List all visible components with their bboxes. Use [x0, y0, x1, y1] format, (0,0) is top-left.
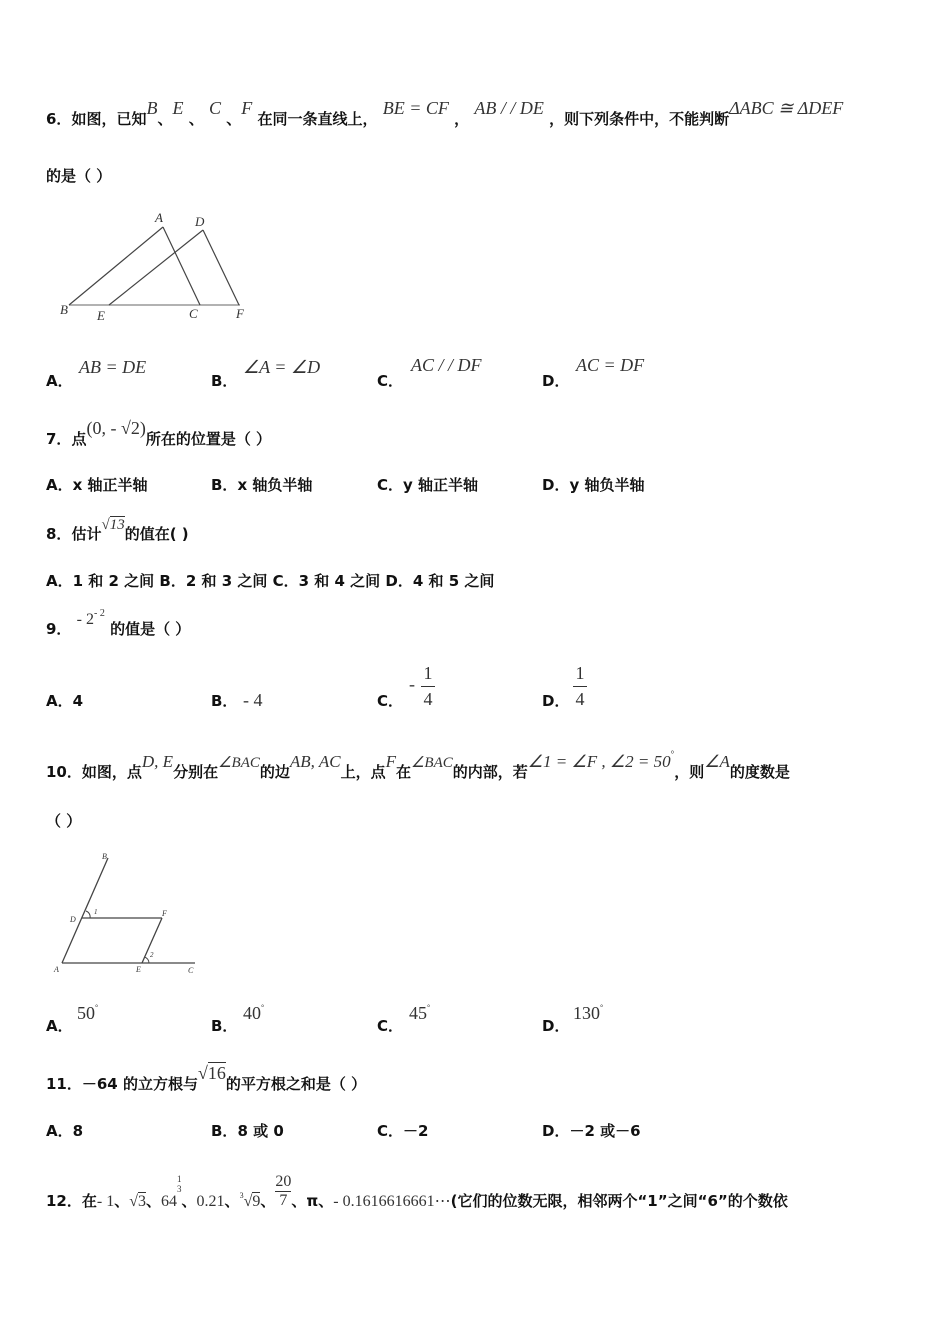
q6-option-c-label[interactable]: C． — [377, 372, 404, 390]
question-11 — [46, 1063, 367, 1094]
question-number: 11． — [46, 1075, 82, 1093]
separator: 、 — [157, 110, 173, 128]
q7-text-1: 点 — [71, 430, 87, 448]
label-f: F — [236, 306, 244, 321]
label-e: E — [97, 308, 105, 323]
pi: π — [306, 1192, 319, 1210]
q6-option-c-value: AC / / DF — [411, 355, 482, 375]
q9-option-c-sign: - — [409, 674, 415, 694]
point-e: E — [172, 98, 184, 118]
repeating-decimal: 0.21 — [196, 1193, 225, 1210]
point-c: C — [208, 98, 221, 118]
q9-option-d-fraction: 1 4 — [573, 663, 587, 710]
q6-option-b-value: ∠A = ∠D — [243, 357, 321, 377]
exponent-one-third: 1 3 — [177, 1174, 182, 1194]
q10-text-1: 如图，点 — [81, 763, 142, 781]
point-f: F — [241, 98, 253, 118]
q7-option-a[interactable]: A．x 轴正半轴 — [46, 476, 148, 494]
q6-option-b-label[interactable]: B． — [211, 372, 238, 390]
q11-option-d[interactable]: D．－2 或－6 — [542, 1122, 641, 1140]
label-a: A — [155, 210, 163, 225]
label-2: 2 — [150, 951, 154, 959]
q10-figure — [50, 848, 200, 978]
segment-ac — [163, 227, 200, 305]
question-7 — [46, 418, 272, 449]
q10-option-d-label[interactable]: D． — [542, 1017, 570, 1035]
label-a: A — [54, 965, 59, 974]
segment-de — [109, 230, 203, 305]
point-f: F — [385, 752, 396, 771]
non-repeating-decimal: - 0.1616616661⋯ — [333, 1193, 451, 1210]
question-9 — [46, 608, 191, 639]
angle-condition: ∠1 = ∠F , ∠2 = 50 — [527, 752, 671, 771]
q10-text-7: ，则 — [674, 763, 705, 781]
q7-option-d[interactable]: D．y 轴负半轴 — [542, 476, 645, 494]
label-e: E — [136, 965, 141, 974]
question-6 — [46, 98, 844, 129]
point-b: B — [146, 98, 158, 118]
q10-option-c-value: 45° — [409, 1003, 431, 1023]
q7-option-c[interactable]: C．y 轴正半轴 — [377, 476, 479, 494]
q12-text-1: 在 — [81, 1192, 97, 1210]
separator: 、 — [226, 110, 242, 128]
q6-option-a-value: AB = DE — [79, 357, 147, 377]
separator: 、 — [224, 1192, 240, 1210]
angle-a: ∠A — [704, 752, 730, 771]
question-12 — [46, 1173, 788, 1220]
q12-text-2: (它们的位数无限，相邻两个“1”之间“6”的个数依 — [450, 1192, 788, 1210]
question-number: 9． — [46, 620, 72, 638]
q11-option-a[interactable]: A．8 — [46, 1122, 84, 1140]
q10-option-c-label[interactable]: C． — [377, 1017, 404, 1035]
q8-options — [46, 570, 494, 591]
label-c: C — [189, 306, 198, 321]
q10-text-3: 的边 — [259, 763, 290, 781]
q10-text-6: 的内部，若 — [452, 763, 528, 781]
question-number: 8． — [46, 525, 72, 543]
separator: 、 — [181, 1192, 197, 1210]
question-8 — [46, 517, 189, 544]
label-b: B — [60, 302, 68, 317]
q9-option-a[interactable]: A．4 — [46, 692, 84, 710]
question-10-cont — [46, 810, 81, 831]
number-neg-1: - 1 — [96, 1193, 115, 1210]
question-number: 10． — [46, 763, 82, 781]
q7-text-2: 所在的位置是（ ） — [145, 430, 272, 448]
q6-option-d-value: AC = DF — [576, 355, 645, 375]
sqrt-13: √13 — [101, 517, 125, 533]
sqrt-3: √3 — [129, 1193, 147, 1210]
q10-text-8: 的度数是 — [729, 763, 790, 781]
separator: 、 — [291, 1192, 307, 1210]
label-f: F — [162, 909, 167, 918]
q8-option-d[interactable]: D．4 和 5 之间 — [385, 572, 495, 590]
sides-ab-ac: AB, AC — [289, 752, 341, 771]
label-1: 1 — [94, 908, 98, 916]
q10-option-d-value: 130° — [573, 1003, 604, 1023]
q6-text-2: 在同一条直线上， — [257, 110, 378, 128]
q9-option-b-label[interactable]: B． — [211, 692, 238, 710]
q10-option-b-label[interactable]: B． — [211, 1017, 238, 1035]
q11-text-1: －64 的立方根与 — [81, 1075, 198, 1093]
q9-option-d-label[interactable]: D． — [542, 692, 570, 710]
question-10 — [46, 749, 790, 782]
condition-be-cf: BE = CF — [382, 98, 449, 118]
label-d: D — [70, 915, 76, 924]
separator: 、 — [188, 110, 204, 128]
cube-root-9: $^3$√9 — [239, 1191, 261, 1210]
q10-option-a-label[interactable]: A． — [46, 1017, 73, 1035]
question-number: 6． — [46, 110, 72, 128]
comma: ， — [454, 110, 470, 128]
q6-text-1: 如图，已知 — [71, 110, 147, 128]
separator: 、 — [146, 1192, 162, 1210]
q8-text-1: 估计 — [71, 525, 102, 543]
sqrt-16: √16 — [197, 1063, 226, 1083]
answer-paren: （ ） — [46, 812, 82, 830]
q10-text-4: 上，点 — [340, 763, 386, 781]
q6-option-a-label[interactable]: A． — [46, 372, 73, 390]
label-b: B — [102, 852, 107, 861]
q6-text-4: 的是（ ） — [46, 167, 112, 185]
separator: 、 — [114, 1192, 130, 1210]
angle-bac-2: ∠BAC — [410, 755, 453, 771]
q9-text-1: 的值是（ ） — [110, 620, 191, 638]
q10-option-a-value: 50° — [77, 1003, 99, 1023]
q6-option-d-label[interactable]: D． — [542, 372, 570, 390]
fraction-20-7: $\frac{20}{7}$ — [275, 1173, 292, 1209]
question-6-cont — [46, 165, 111, 186]
q8-text-2: 的值在( ) — [124, 525, 189, 543]
segment-ab — [69, 227, 163, 305]
q9-option-b-value: - 4 — [243, 690, 263, 710]
congruence-statement: ΔABC ≅ ΔDEF — [729, 98, 844, 118]
expr-base: - 2 — [76, 611, 94, 628]
q10-text-2: 分别在 — [173, 763, 219, 781]
q11-text-2: 的平方根之和是（ ） — [225, 1075, 367, 1093]
expr-exponent: - 2 — [94, 608, 105, 619]
condition-ab-parallel-de: AB / / DE — [474, 98, 544, 118]
q7-option-b[interactable]: B．x 轴负半轴 — [211, 476, 313, 494]
points-de: D, E — [141, 752, 174, 771]
q10-option-b-value: 40° — [243, 1003, 265, 1023]
q8-option-c[interactable]: C．3 和 4 之间 — [272, 572, 381, 590]
q6-text-3: ，则下列条件中，不能判断 — [549, 110, 730, 128]
separator: 、 — [318, 1192, 334, 1210]
angle-bac: ∠BAC — [218, 755, 260, 771]
q9-option-c-fraction: 1 4 — [421, 663, 435, 710]
q11-option-c[interactable]: C．－2 — [377, 1122, 429, 1140]
degree-mark: ° — [670, 749, 675, 759]
q6-figure — [55, 208, 255, 323]
ray-ab — [62, 858, 108, 963]
point-coordinates: (0, - √2) — [86, 418, 146, 438]
separator: 、 — [260, 1192, 276, 1210]
angle-1-arc — [86, 911, 90, 918]
question-number: 7． — [46, 430, 72, 448]
number-64: 64 — [161, 1193, 178, 1210]
label-d: D — [195, 214, 205, 229]
segment-df — [203, 230, 239, 305]
q9-option-c-label[interactable]: C． — [377, 692, 404, 710]
q11-option-b[interactable]: B．8 或 0 — [211, 1122, 284, 1140]
label-c: C — [188, 966, 194, 975]
question-number: 12． — [46, 1192, 82, 1210]
q10-text-5: 在 — [395, 763, 411, 781]
q8-option-b[interactable]: B．2 和 3 之间 — [159, 572, 268, 590]
q8-option-a[interactable]: A．1 和 2 之间 — [46, 572, 155, 590]
